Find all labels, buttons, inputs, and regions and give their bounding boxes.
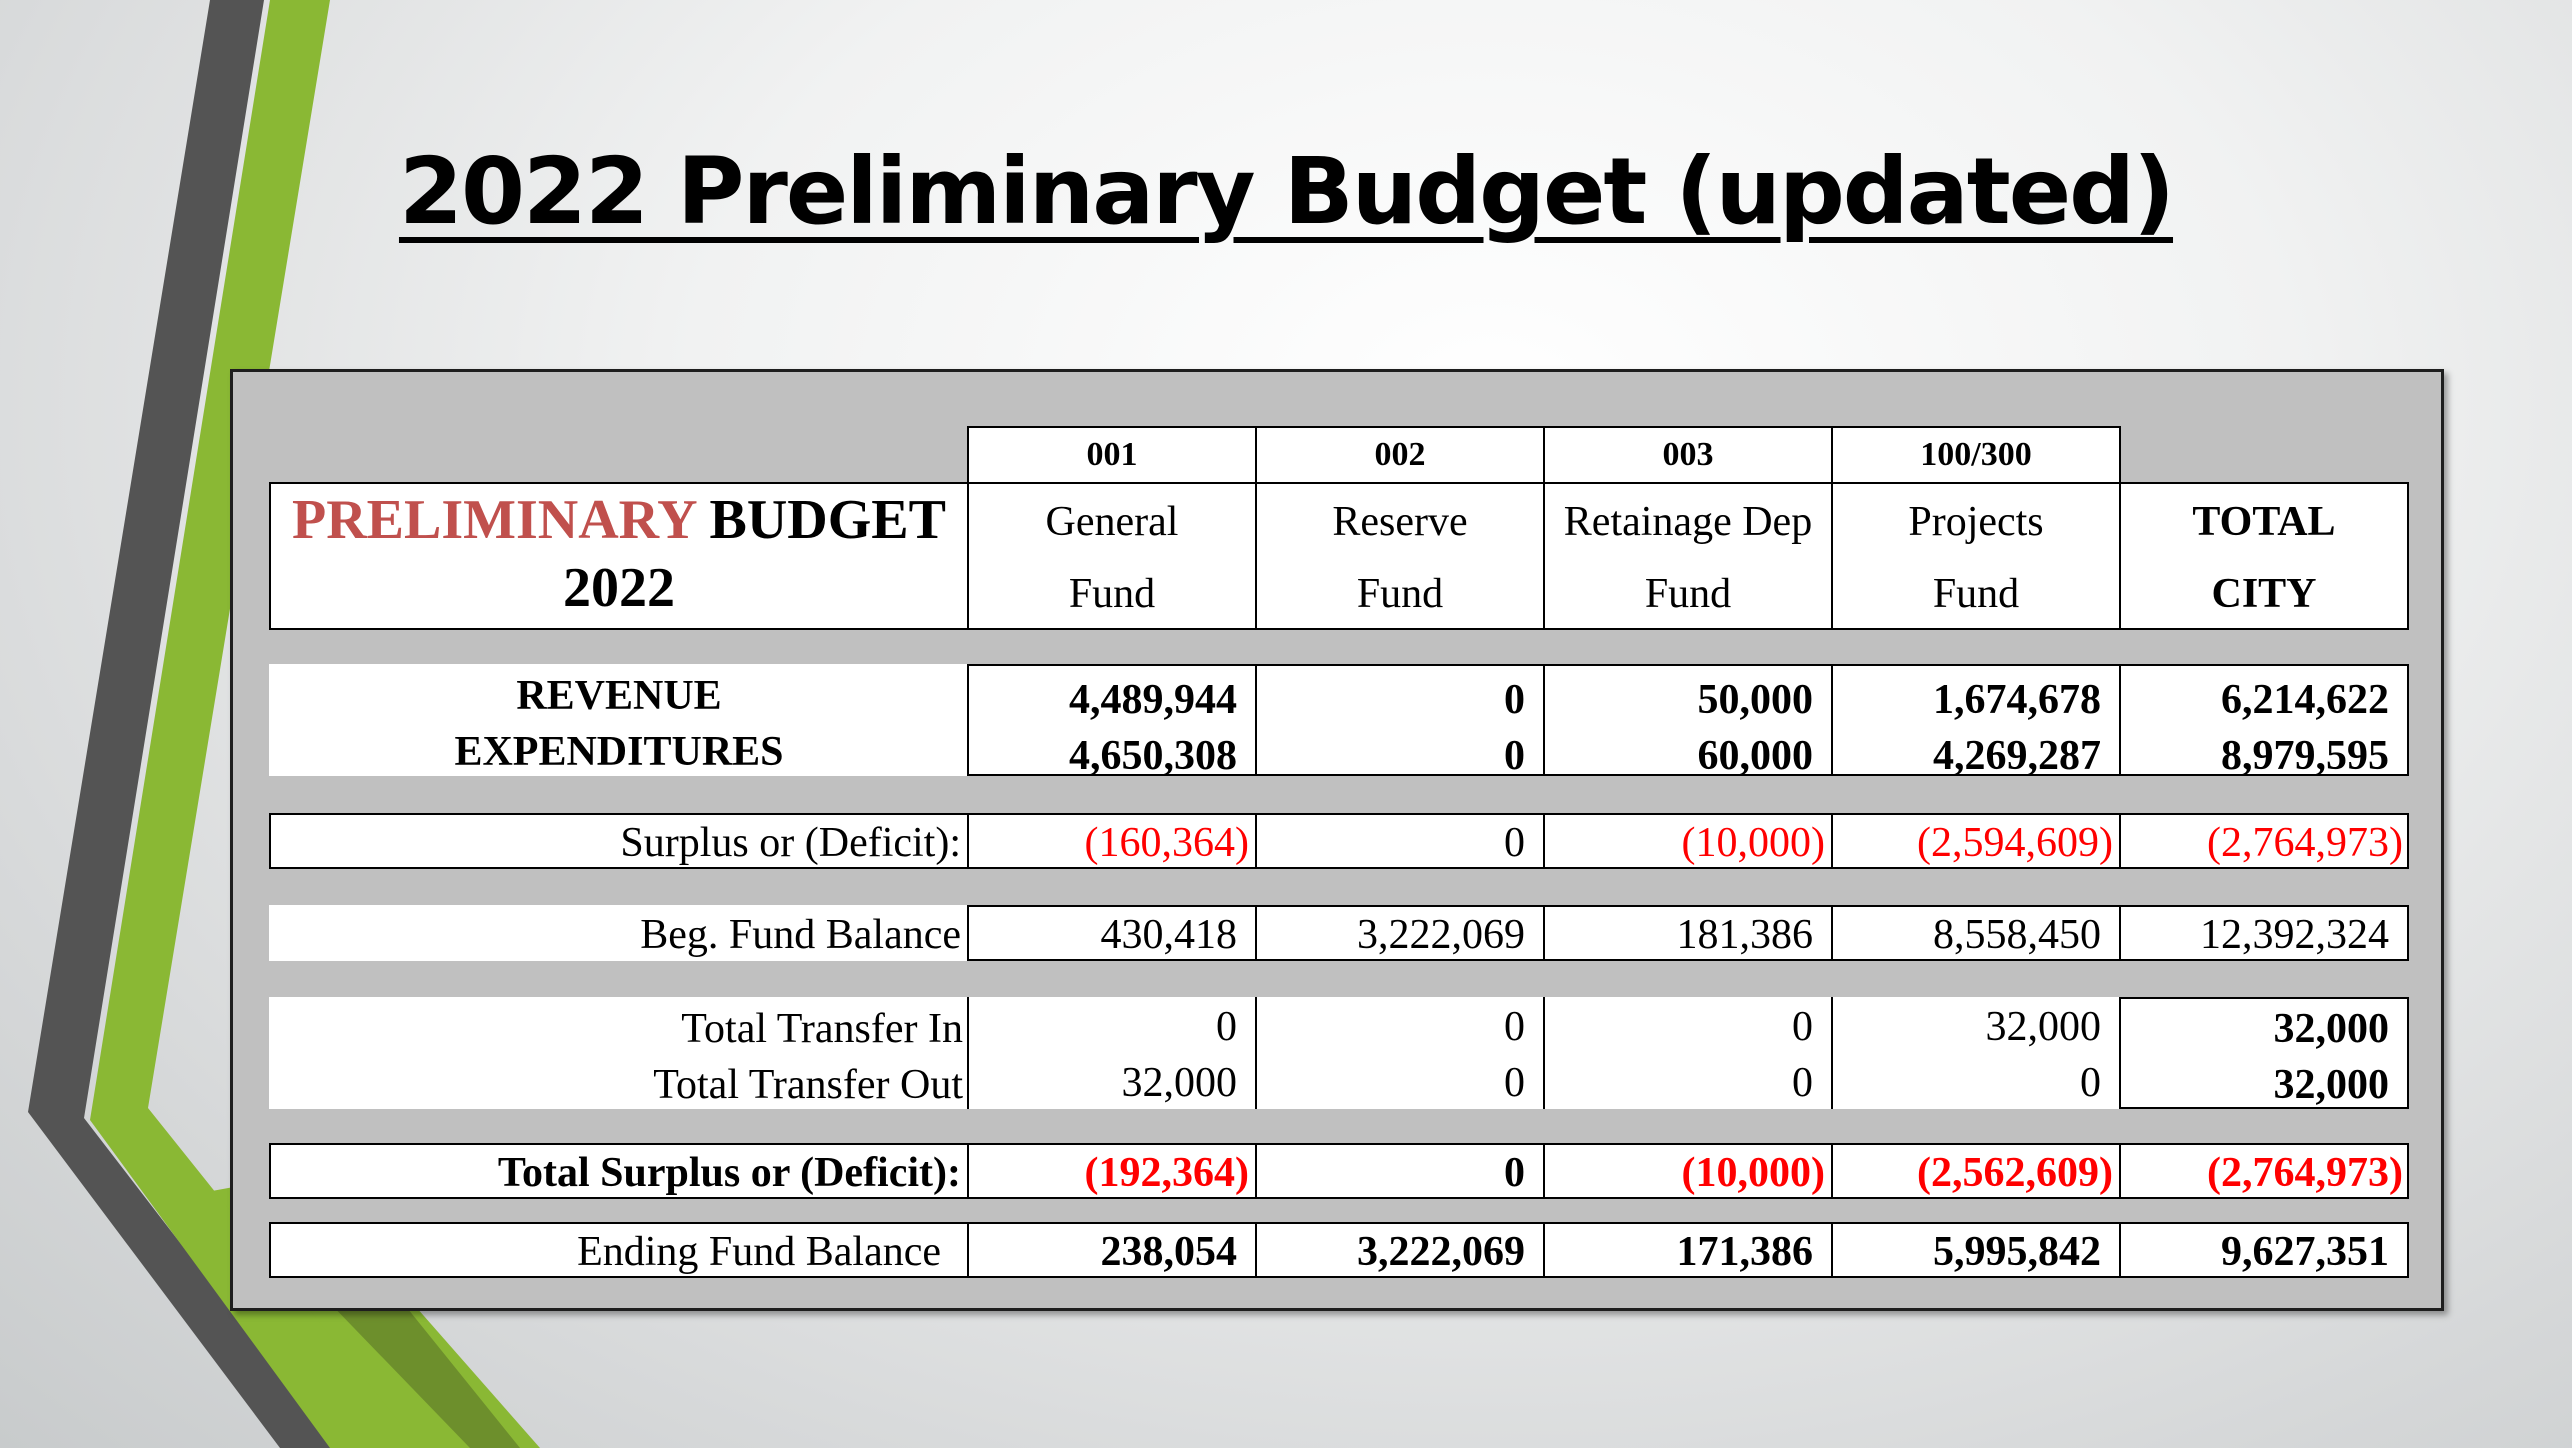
column-name-line1: General	[1045, 499, 1179, 545]
column-name-line1: Reserve	[1332, 499, 1468, 545]
transfer-in-label: Total Transfer In	[681, 1006, 963, 1052]
beg-balance-total	[2119, 905, 2409, 961]
ending-balance-reserve	[1255, 1222, 1545, 1278]
column-name-line1: Projects	[1908, 499, 2044, 545]
revenue-expenditures-total	[2119, 664, 2409, 779]
beg-balance-value: 12,392,324	[2200, 912, 2389, 958]
transfers-projects	[1831, 997, 2121, 1109]
expenditures-value: 4,269,287	[1933, 733, 2101, 779]
beg-balance-label: Beg. Fund Balance	[640, 912, 961, 958]
column-header-projects	[1831, 482, 2121, 630]
total-surplus-value: (2,562,609)	[1917, 1150, 2113, 1196]
surplus-value: (10,000)	[1681, 820, 1825, 866]
ending-balance-value: 5,995,842	[1933, 1229, 2101, 1275]
ending-balance-projects	[1831, 1222, 2121, 1278]
ending-balance-value: 3,222,069	[1357, 1229, 1525, 1275]
beg-balance-value: 3,222,069	[1357, 912, 1525, 958]
surplus-value: (2,594,609)	[1917, 820, 2113, 866]
surplus-label: Surplus or (Deficit):	[620, 820, 961, 866]
beg-balance-retainage	[1543, 905, 1833, 961]
revenue-expenditures-reserve	[1255, 664, 1545, 779]
transfer-out-value: 0	[1504, 1060, 1525, 1106]
column-header-general	[967, 482, 1257, 630]
beg-balance-projects	[1831, 905, 2121, 961]
row-label-revenue-expenditures	[269, 664, 969, 776]
total-surplus-projects	[1831, 1143, 2121, 1199]
surplus-retainage	[1543, 813, 1833, 869]
surplus-general	[967, 813, 1257, 869]
ending-balance-retainage	[1543, 1222, 1833, 1278]
column-code-003: 003	[1543, 426, 1833, 484]
beg-balance-label-cell	[269, 905, 969, 961]
transfer-out-label: Total Transfer Out	[653, 1062, 963, 1108]
transfers-total	[2119, 997, 2409, 1109]
ending-balance-value: 9,627,351	[2221, 1229, 2389, 1275]
revenue-value: 6,214,622	[2221, 677, 2389, 723]
transfer-out-value: 0	[2080, 1060, 2101, 1106]
transfer-out-value: 32,000	[2273, 1062, 2389, 1108]
table-heading	[269, 482, 969, 630]
revenue-value: 1,674,678	[1933, 677, 2101, 723]
budget-table-panel	[230, 369, 2444, 1311]
transfers-general	[967, 997, 1257, 1109]
total-surplus-total	[2119, 1143, 2409, 1199]
column-code-100-300: 100/300	[1831, 426, 2121, 484]
column-header-total	[2119, 482, 2409, 630]
ending-balance-value: 171,386	[1676, 1229, 1813, 1275]
revenue-value: 4,489,944	[1069, 677, 1237, 723]
column-name-line2: CITY	[2211, 571, 2317, 617]
transfer-in-value: 0	[1216, 1004, 1237, 1050]
ending-balance-general	[967, 1222, 1257, 1278]
column-code-001: 001	[967, 426, 1257, 484]
column-name-line2: Fund	[1644, 571, 1732, 617]
transfer-in-value: 0	[1792, 1004, 1813, 1050]
total-surplus-value: 0	[1504, 1150, 1525, 1196]
total-surplus-label-cell	[269, 1143, 969, 1199]
surplus-value: (160,364)	[1084, 820, 1249, 866]
beg-balance-general	[967, 905, 1257, 961]
transfer-out-value: 0	[1792, 1060, 1813, 1106]
heading-rest: BUDGET	[709, 489, 946, 551]
column-name-line2: Fund	[1932, 571, 2020, 617]
column-name-line1: TOTAL	[2192, 499, 2336, 545]
column-name-line2: Fund	[1356, 571, 1444, 617]
column-name-line1: Retainage Dep	[1563, 499, 1813, 545]
transfer-in-value: 0	[1504, 1004, 1525, 1050]
beg-balance-value: 181,386	[1676, 912, 1813, 958]
ending-balance-value: 238,054	[1100, 1229, 1237, 1275]
revenue-expenditures-retainage	[1543, 664, 1833, 779]
ending-balance-total	[2119, 1222, 2409, 1278]
total-surplus-value: (192,364)	[1084, 1150, 1249, 1196]
ending-balance-label: Ending Fund Balance	[577, 1229, 941, 1275]
surplus-value: 0	[1504, 820, 1525, 866]
transfers-label-cell	[269, 997, 969, 1109]
surplus-reserve	[1255, 813, 1545, 869]
total-surplus-value: (10,000)	[1681, 1150, 1825, 1196]
surplus-total	[2119, 813, 2409, 869]
heading-year: 2022	[563, 557, 675, 619]
column-header-reserve	[1255, 482, 1545, 630]
beg-balance-reserve	[1255, 905, 1545, 961]
expenditures-value: 8,979,595	[2221, 733, 2389, 779]
expenditures-value: 60,000	[1697, 733, 1813, 779]
slide-title: 2022 Preliminary Budget (updated)	[398, 138, 2174, 245]
total-surplus-reserve	[1255, 1143, 1545, 1199]
revenue-value: 50,000	[1697, 677, 1813, 723]
revenue-label: REVENUE	[516, 673, 722, 719]
surplus-label-cell	[269, 813, 969, 869]
column-name-line2: Fund	[1068, 571, 1156, 617]
transfer-in-value: 32,000	[1985, 1004, 2101, 1050]
revenue-expenditures-general	[967, 664, 1257, 779]
surplus-value: (2,764,973)	[2207, 820, 2403, 866]
total-surplus-general	[967, 1143, 1257, 1199]
column-code-002: 002	[1255, 426, 1545, 484]
transfer-in-value: 32,000	[2273, 1006, 2389, 1052]
revenue-value: 0	[1504, 677, 1525, 723]
ending-balance-label-cell	[269, 1222, 969, 1278]
beg-balance-value: 8,558,450	[1933, 912, 2101, 958]
expenditures-value: 4,650,308	[1069, 733, 1237, 779]
expenditures-value: 0	[1504, 733, 1525, 779]
column-header-retainage	[1543, 482, 1833, 630]
transfers-reserve	[1255, 997, 1545, 1109]
total-surplus-retainage	[1543, 1143, 1833, 1199]
total-surplus-value: (2,764,973)	[2207, 1150, 2403, 1196]
surplus-projects	[1831, 813, 2121, 869]
heading-accent: PRELIMINARY	[291, 489, 696, 551]
transfers-retainage	[1543, 997, 1833, 1109]
expenditures-label: EXPENDITURES	[454, 729, 784, 775]
revenue-expenditures-projects	[1831, 664, 2121, 779]
transfer-out-value: 32,000	[1121, 1060, 1237, 1106]
total-surplus-label: Total Surplus or (Deficit):	[497, 1150, 961, 1196]
beg-balance-value: 430,418	[1100, 912, 1237, 958]
